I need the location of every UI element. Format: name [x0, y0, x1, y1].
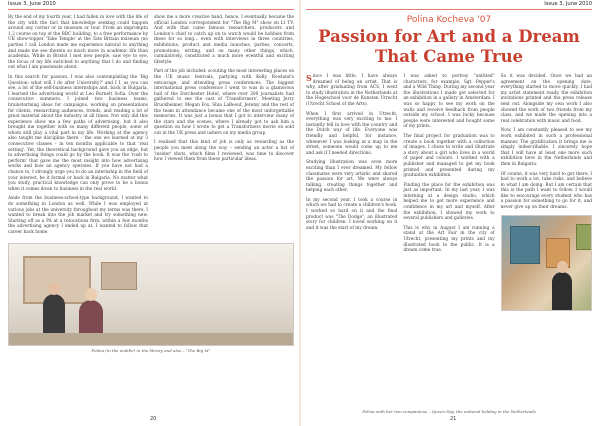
drop-cap: S — [306, 73, 312, 83]
right-column-2 — [403, 74, 494, 311]
painting-frame — [101, 262, 137, 290]
left-header-rule — [8, 9, 294, 10]
right-col2-paragraph: The final project for graduation was to create a book together with a collection of images. I chose to write and illustrate a story about a girl who lives in a world of paper and colours. I worked with a publisher and managed to get my book printed and presented during my graduation exhibition. — [403, 133, 495, 179]
left-page-number: 20 — [150, 416, 157, 422]
person-figure — [552, 272, 572, 311]
right-col1-paragraph: In my second year, I took a course in which we had to create a children's book. I worked so hard on it and the final product was "The Dodge", an illustrated story for children. I loved working on it and it was the start of my dream. — [306, 197, 398, 231]
right-col1-paragraph-text: ince I was little, I have always dreamed of being an artist. That is why, after graduating from ACS, I went to study illustration in the Netherlands at the Hogeschool voor de Kunsten Utrecht (Utrecht School of the Arts). — [306, 74, 398, 107]
article-byline: Polina Kocheva '07 — [406, 15, 492, 25]
left-col2-paragraph: Part of the job included: scouting the most interesting places on the UK music festivals, partying with Kelly Rowland's entourage, and attending press conferences. The biggest international press conference I went to was in a glamorous hall of the Dorchester Hotel, where over 300 journalists had gathered to see the cast of 'Transformers'. Meeting Jerry Bruckheimer, Megan Fox, Shia LaBeouf, Jeremy and the rest of the team in attendance became one of the most unforgettable memories. It was just a bonus that I got to interview many of the stars and the scenes, where I already got to ask him a question on how I wrote to get a Transformers movie on sold out in the UK press and ushers on my media group. — [154, 69, 295, 136]
left-col1-paragraph: Aside from the business-school-type background, I wanted to do something in London as well. While I was employed at various jobs at the university throughout my terms was there, I wanted to break into the job market and try something new. Starting off as a PA at a relocations firm, within a few months the advertising agency I ended up at, I wanted to follow that career back home. — [8, 196, 148, 235]
artwork-panel — [576, 224, 592, 250]
left-col2-paragraph: I realised that this kind of job is only as rewarding as the people you meet along the way – sending an actor a list of 'insider' shots, which films I reviewed, was time to discover how I viewed them from these particular ideas. — [154, 140, 294, 163]
right-column-3 — [501, 74, 592, 311]
person-head — [48, 282, 60, 295]
artwork-panel — [510, 226, 540, 264]
left-col2-paragraph: show me a more creative hand, hence, I eventually became the official London correspondent for "The Big M" show on Lt TV. And with that came famous researchers, producers and London's chief to catch up on to watch would be hobbies from these for so long... even with interviews in three countries, exhibitions, product and media launches, parties, concerts, promotions, writing, and on many other things, which, cumulatively, constituted a much more eventful and exciting lifestyle. — [154, 15, 294, 65]
person-head — [85, 288, 97, 301]
right-columns — [306, 74, 592, 311]
article-headline — [306, 27, 592, 67]
right-issue-label: Issue 3, June 2010 — [544, 1, 592, 7]
right-column-1 — [306, 74, 397, 311]
right-header-rule — [306, 9, 592, 10]
left-page-header — [8, 0, 294, 9]
left-col1-paragraph: By the end of my fourth year, I had fallen in love with the life of the city with the fact that knowledge seeking could happen around any corner or in museum or tour. From an impromptu 1,2 course on top of the BBC building, to a free performance by UK show-topper 'Take Temple' at the Tate Britain museum (no parties I call London made me experience natural to anything and made me see therein so much more in academic life than academia. While in Bristol I met new people, saw eye to eye, the focus of my life switched to anything that I do and finding out what I am passionate about. — [8, 15, 148, 71]
right-col3-paragraph: Now, I am constantly pleased to see my work exhibited in such a professional manner. The gratification it brings me is simply indescribable. I sincerely hope that I will have at least one more such exhibition here in the Netherlands and then in Bulgaria. — [500, 128, 592, 167]
left-column-2 — [154, 15, 294, 240]
left-issue-label: Issue 3, June 2010 — [8, 1, 56, 7]
right-page-number: 21 — [450, 416, 457, 422]
person-head — [557, 261, 568, 273]
headline-line-2: That Came True — [374, 47, 524, 66]
right-col2-paragraph: This is why in August I am running a stand at the Art Fair in the city of Utrecht, presenting my prints and my illustrated book to the public. It is a dream come true. — [403, 225, 495, 254]
right-col3-paragraph: Of course, it was very hard to get there; I had to work a lot, take risks, and believe in what I am doing. But I am certain that this is the path I want to follow. I would like to encourage every student who has a passion for something to go for it, and never give up on their dreams. — [500, 171, 592, 211]
headline-line-1: Passion for Art and a Dream — [318, 27, 580, 46]
left-col1-paragraph: In this search for passion, I was also contemplating the 'Big Question: what will I do after University?' and I I, as you can see, a lot of the self-business internships and, back in Bulgaria, I learned the advertising world at Leo Burnett Sofia. Over the consecutive summers, I joined two business teams, brainstorming ideas for campaigns, working on presentations for clients, researching audiences, trends, and reading a lot of great material about the industry at all times. Not only did this experience show me a few paths of advertising, but it also brought me together with so many different people, some of whom still play a vital part in my life. Working at the agency also taught me discipline there – the one we learned at my 3 consecutive classes – in ten months applicable to that 'real setting'. Yet, the theoretical background gave you an edge, but in advertising things could go by the book. It was the 'rush to perform' that gave me the most insight into how advertising works and how an agency operates. If you have not had a chance to, I strongly urge you to do an internship in the field of your interest, be it formal or back in Bulgaria. No matter what you study, practical knowledge can only prove to be a bonus when it comes down to business in the real world. — [8, 74, 148, 192]
right-col2-paragraph: I was asked to portray "untitled" characters, for example, Sgt. Pepper's and a Wild Thing. During my second year the illustrations I made got selected for an exhibition in a gallery in Amsterdam. I was so happy to see my work on the walls and receive feedback from people outside my school. I was lucky because people were interested and bought some of my prints. — [403, 74, 495, 130]
right-page-header — [306, 0, 592, 9]
right-col1-first-paragraph — [306, 74, 397, 108]
left-photo-caption: Polina (in the middle) in the library and also – "The Big M" — [91, 347, 211, 353]
left-page-photo — [8, 243, 294, 346]
left-columns — [8, 15, 294, 240]
left-column-1 — [8, 15, 148, 240]
right-col2-paragraph: Finding the place for the exhibition was just as important. In my last year, I was interning at a design studio, which helped me to get more experience and confidence in my art and myself. After the exhibition, I showed my work to several publishers and galleries. — [403, 182, 495, 222]
right-col3-paragraph: So it was decided. Once we had an agreement on the opening date, everything started to move quickly. I had my artist statement ready, the exhibition invitations printed and the press release sent out. Alongside my own work I also showed the work of two friends from my class, and we made the opening into a real celebration with music and food. — [500, 74, 592, 124]
right-col1-paragraph: Studying illustration was even more exciting than I ever dreamed. My fellow classmates were very artistic and shared the passion for art. We were always talking, creating things together and helping each other. — [306, 160, 398, 194]
right-photo-caption: Polina with her two companions – Queen Day, the national holiday in the Netherlands — [362, 409, 536, 414]
right-col1-paragraph: When I first arrived in Utrecht, everything was very exciting to me. I instantly fell in love with the country and the Dutch way of life. Everyone was friendly and helpful, for instance, whenever I was looking at a map in the street, someone would come up to me and ask if I needed directions. — [306, 111, 398, 156]
right-page — [300, 0, 600, 426]
right-page-photo — [501, 215, 592, 311]
photo-floor — [9, 333, 293, 345]
